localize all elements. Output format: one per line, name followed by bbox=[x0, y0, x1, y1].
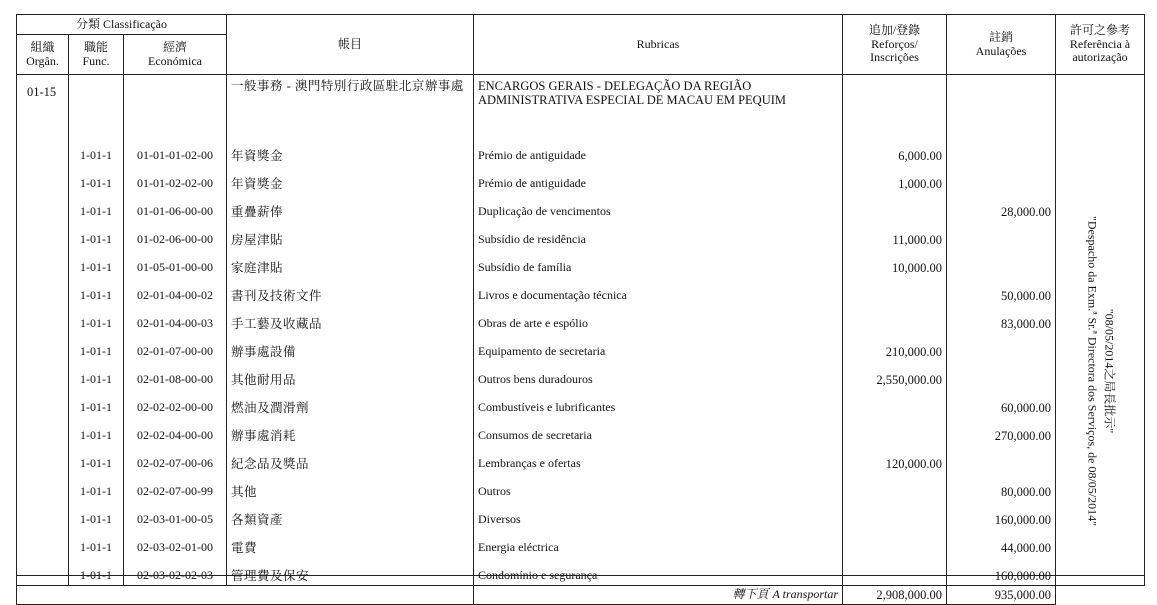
organ-cell bbox=[17, 277, 69, 305]
reforco-amount bbox=[843, 501, 947, 529]
func-code: 1-01-1 bbox=[69, 221, 124, 249]
rubric-pt: Diversos bbox=[474, 501, 843, 529]
rubric-pt: Outros bbox=[474, 473, 843, 501]
reference-line-pt: "Despacho da Exm.ª Sr.ª Directora dos Serviços, de 08/05/2014" bbox=[1085, 215, 1099, 526]
table-row bbox=[17, 193, 1145, 221]
func-code: 1-01-1 bbox=[69, 445, 124, 473]
anulacao-amount bbox=[947, 165, 1056, 193]
reforco-amount bbox=[843, 305, 947, 333]
table-row bbox=[17, 165, 1145, 193]
func-code: 1-01-1 bbox=[69, 473, 124, 501]
rubric-zh: 手工藝及收藏品 bbox=[227, 305, 474, 333]
func-code: 1-01-1 bbox=[69, 417, 124, 445]
func-code: 1-01-1 bbox=[69, 529, 124, 557]
organ-code: 01-15 bbox=[17, 75, 69, 138]
organ-cell bbox=[17, 417, 69, 445]
rubric-pt: Obras de arte e espólio bbox=[474, 305, 843, 333]
rubric-pt: Combustíveis e lubrificantes bbox=[474, 389, 843, 417]
rubric-pt: Duplicação de vencimentos bbox=[474, 193, 843, 221]
rubric-zh: 其他 bbox=[227, 473, 474, 501]
organ-cell bbox=[17, 389, 69, 417]
rubric-zh: 書刊及技術文件 bbox=[227, 277, 474, 305]
econ-code: 02-01-04-00-03 bbox=[124, 305, 227, 333]
reforco-amount: 6,000.00 bbox=[843, 137, 947, 165]
anulacoes-header: 註銷 Anulações bbox=[947, 15, 1056, 75]
econ-code: 01-05-01-00-00 bbox=[124, 249, 227, 277]
table-row bbox=[17, 557, 1145, 586]
func-code: 1-01-1 bbox=[69, 361, 124, 389]
anulacao-amount bbox=[947, 361, 1056, 389]
rubric-zh: 年資獎金 bbox=[227, 137, 474, 165]
econ-code: 02-02-02-00-00 bbox=[124, 389, 227, 417]
reforco-amount: 120,000.00 bbox=[843, 445, 947, 473]
table-row bbox=[17, 473, 1145, 501]
econ-code: 02-03-02-02-03 bbox=[124, 557, 227, 586]
rubric-pt: Subsídio de família bbox=[474, 249, 843, 277]
anulacao-amount: 160,000.00 bbox=[947, 501, 1056, 529]
econ-code: 02-03-01-00-05 bbox=[124, 501, 227, 529]
table-row bbox=[17, 445, 1145, 473]
rubric-pt: Equipamento de secretaria bbox=[474, 333, 843, 361]
econ-code: 01-01-06-00-00 bbox=[124, 193, 227, 221]
anulacao-amount: 50,000.00 bbox=[947, 277, 1056, 305]
table-row bbox=[17, 137, 1145, 165]
reforco-amount bbox=[843, 193, 947, 221]
reforco-amount bbox=[843, 277, 947, 305]
rubric-pt: Prémio de antiguidade bbox=[474, 137, 843, 165]
func-code: 1-01-1 bbox=[69, 389, 124, 417]
func-code: 1-01-1 bbox=[69, 557, 124, 586]
reforco-amount: 11,000.00 bbox=[843, 221, 947, 249]
reforco-amount bbox=[843, 529, 947, 557]
transport-label: 轉下頁 A transportar bbox=[474, 586, 843, 605]
rubric-zh: 年資獎金 bbox=[227, 165, 474, 193]
func-code: 1-01-1 bbox=[69, 193, 124, 221]
econ-code: 01-02-06-00-00 bbox=[124, 221, 227, 249]
transport-row bbox=[17, 586, 1145, 605]
organ-cell bbox=[17, 165, 69, 193]
func-code: 1-01-1 bbox=[69, 249, 124, 277]
group-title-pt: ENCARGOS GERAIS - DELEGAÇÃO DA REGIÃO ADMINISTRATIVA ESPECIAL DE MACAU EM PEQUIM bbox=[474, 75, 843, 138]
table-row bbox=[17, 221, 1145, 249]
anulacao-amount bbox=[947, 445, 1056, 473]
organ-cell bbox=[17, 221, 69, 249]
rubric-zh: 電費 bbox=[227, 529, 474, 557]
organ-cell bbox=[17, 193, 69, 221]
organ-cell bbox=[17, 305, 69, 333]
rubric-pt: Consumos de secretaria bbox=[474, 417, 843, 445]
reforco-amount: 1,000.00 bbox=[843, 165, 947, 193]
reforco-amount bbox=[843, 557, 947, 586]
rubric-zh: 紀念品及獎品 bbox=[227, 445, 474, 473]
footer-rule bbox=[16, 575, 1144, 576]
total-reforcos: 2,908,000.00 bbox=[843, 586, 947, 605]
organ-cell bbox=[17, 249, 69, 277]
econ-header: 經濟 Económica bbox=[124, 35, 227, 75]
rubric-zh: 家庭津貼 bbox=[227, 249, 474, 277]
organ-cell bbox=[17, 361, 69, 389]
table-body bbox=[17, 75, 1145, 586]
table-row bbox=[17, 249, 1145, 277]
rubric-pt-header: Rubricas bbox=[474, 15, 843, 75]
anulacao-amount bbox=[947, 249, 1056, 277]
anulacao-amount: 28,000.00 bbox=[947, 193, 1056, 221]
reference-text bbox=[1083, 216, 1118, 526]
table-row bbox=[17, 277, 1145, 305]
rubric-zh: 燃油及潤滑劑 bbox=[227, 389, 474, 417]
group-row bbox=[17, 75, 1145, 138]
func-code: 1-01-1 bbox=[69, 333, 124, 361]
reforco-amount: 10,000.00 bbox=[843, 249, 947, 277]
budget-table bbox=[16, 14, 1145, 605]
table-row bbox=[17, 389, 1145, 417]
anulacao-amount: 60,000.00 bbox=[947, 389, 1056, 417]
func-code: 1-01-1 bbox=[69, 137, 124, 165]
rubric-pt: Lembranças e ofertas bbox=[474, 445, 843, 473]
organ-cell bbox=[17, 557, 69, 586]
func-code: 1-01-1 bbox=[69, 165, 124, 193]
anulacao-amount: 270,000.00 bbox=[947, 417, 1056, 445]
table-row bbox=[17, 305, 1145, 333]
authorization-reference bbox=[1056, 75, 1145, 586]
rubric-pt: Prémio de antiguidade bbox=[474, 165, 843, 193]
table-row bbox=[17, 333, 1145, 361]
rubric-pt: Outros bens duradouros bbox=[474, 361, 843, 389]
anulacao-amount: 80,000.00 bbox=[947, 473, 1056, 501]
table-header bbox=[17, 15, 1145, 75]
econ-code: 02-01-08-00-00 bbox=[124, 361, 227, 389]
total-anulacoes: 935,000.00 bbox=[947, 586, 1056, 605]
anulacao-amount bbox=[947, 137, 1056, 165]
rubric-zh: 管理費及保安 bbox=[227, 557, 474, 586]
reforco-amount: 2,550,000.00 bbox=[843, 361, 947, 389]
reforco-amount: 210,000.00 bbox=[843, 333, 947, 361]
organ-header: 組織 Orgân. bbox=[17, 35, 69, 75]
reforco-amount bbox=[843, 389, 947, 417]
classification-header: 分類 Classificação bbox=[17, 15, 227, 35]
econ-code: 01-01-01-02-00 bbox=[124, 137, 227, 165]
rubric-pt: Subsídio de residência bbox=[474, 221, 843, 249]
econ-code: 01-01-02-02-00 bbox=[124, 165, 227, 193]
rubric-pt: Livros e documentação técnica bbox=[474, 277, 843, 305]
reforcos-header: 追加/登錄 Reforços/ Inscrições bbox=[843, 15, 947, 75]
econ-code: 02-02-04-00-00 bbox=[124, 417, 227, 445]
econ-code: 02-01-07-00-00 bbox=[124, 333, 227, 361]
organ-cell bbox=[17, 529, 69, 557]
group-title-zh: 一般事務 - 澳門特別行政區駐北京辦事處 bbox=[227, 75, 474, 138]
reforco-amount bbox=[843, 473, 947, 501]
rubric-zh: 辦事處設備 bbox=[227, 333, 474, 361]
referencia-header: 許可之參考 Referência à autorização bbox=[1056, 15, 1145, 75]
econ-code: 02-01-04-00-02 bbox=[124, 277, 227, 305]
rubric-pt: Condomínio e segurança bbox=[474, 557, 843, 586]
rubric-pt: Energia eléctrica bbox=[474, 529, 843, 557]
anulacao-amount: 160,000.00 bbox=[947, 557, 1056, 586]
reforco-amount bbox=[843, 417, 947, 445]
func-code: 1-01-1 bbox=[69, 501, 124, 529]
rubric-zh: 房屋津貼 bbox=[227, 221, 474, 249]
econ-code: 02-02-07-00-99 bbox=[124, 473, 227, 501]
organ-cell bbox=[17, 137, 69, 165]
anulacao-amount: 83,000.00 bbox=[947, 305, 1056, 333]
rubric-zh: 辦事處消耗 bbox=[227, 417, 474, 445]
rubric-zh: 各類資產 bbox=[227, 501, 474, 529]
func-code: 1-01-1 bbox=[69, 305, 124, 333]
func-header: 職能 Func. bbox=[69, 35, 124, 75]
table-row bbox=[17, 529, 1145, 557]
econ-code: 02-02-07-00-06 bbox=[124, 445, 227, 473]
table-row bbox=[17, 361, 1145, 389]
anulacao-amount: 44,000.00 bbox=[947, 529, 1056, 557]
organ-cell bbox=[17, 445, 69, 473]
organ-cell bbox=[17, 473, 69, 501]
econ-code: 02-03-02-01-00 bbox=[124, 529, 227, 557]
table-row bbox=[17, 417, 1145, 445]
table-row bbox=[17, 501, 1145, 529]
rubric-zh: 其他耐用品 bbox=[227, 361, 474, 389]
rubric-zh: 重疊薪俸 bbox=[227, 193, 474, 221]
anulacao-amount bbox=[947, 333, 1056, 361]
func-code: 1-01-1 bbox=[69, 277, 124, 305]
reference-line-zh: "08/05/2014之局長批示" bbox=[1102, 308, 1117, 434]
organ-cell bbox=[17, 333, 69, 361]
organ-cell bbox=[17, 501, 69, 529]
anulacao-amount bbox=[947, 221, 1056, 249]
rubric-zh-header: 帳目 bbox=[227, 15, 474, 75]
